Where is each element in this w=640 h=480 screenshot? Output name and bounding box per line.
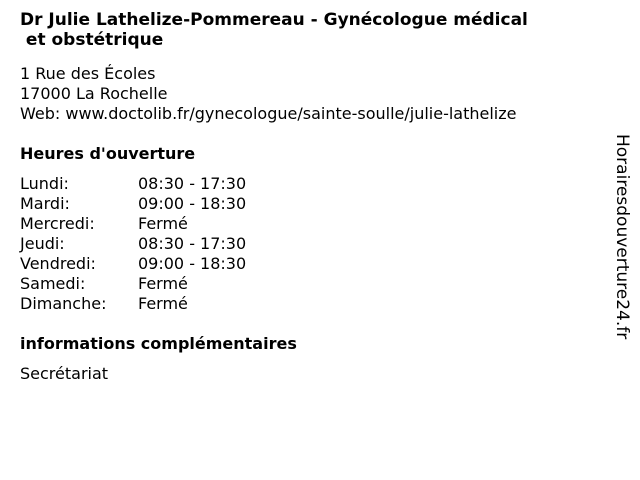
hours-value: 08:30 - 17:30 xyxy=(138,234,247,253)
address-street: 1 Rue des Écoles xyxy=(20,64,156,83)
hours-value: 09:00 - 18:30 xyxy=(138,194,247,213)
additional-info-text: Secrétariat xyxy=(20,364,109,383)
address-city: 17000 La Rochelle xyxy=(20,84,168,103)
day-label: Mercredi: xyxy=(20,214,95,233)
hours-value: Fermé xyxy=(138,214,188,233)
page-title-line-2: et obstétrique xyxy=(20,30,164,50)
address-block xyxy=(20,64,516,124)
page-title-line-1: Dr Julie Lathelize-Pommereau - Gynécologue médical xyxy=(20,10,528,30)
hours-value: 08:30 - 17:30 xyxy=(138,174,247,193)
day-label: Vendredi: xyxy=(20,254,96,273)
hours-value: Fermé xyxy=(138,294,188,313)
day-label: Mardi: xyxy=(20,194,70,213)
site-watermark: Horairesdouverture24.fr xyxy=(612,134,632,340)
website-link[interactable]: Web: www.doctolib.fr/gynecologue/sainte-soulle/julie-lathelize xyxy=(20,104,517,123)
day-label: Samedi: xyxy=(20,274,86,293)
hours-value: Fermé xyxy=(138,274,188,293)
page-title xyxy=(20,10,630,50)
day-label: Dimanche: xyxy=(20,294,107,313)
day-label: Jeudi: xyxy=(20,234,65,253)
additional-info-heading: informations complémentaires xyxy=(20,334,297,353)
hours-value: 09:00 - 18:30 xyxy=(138,254,247,273)
opening-hours-heading: Heures d'ouverture xyxy=(20,144,196,163)
day-label: Lundi: xyxy=(20,174,69,193)
